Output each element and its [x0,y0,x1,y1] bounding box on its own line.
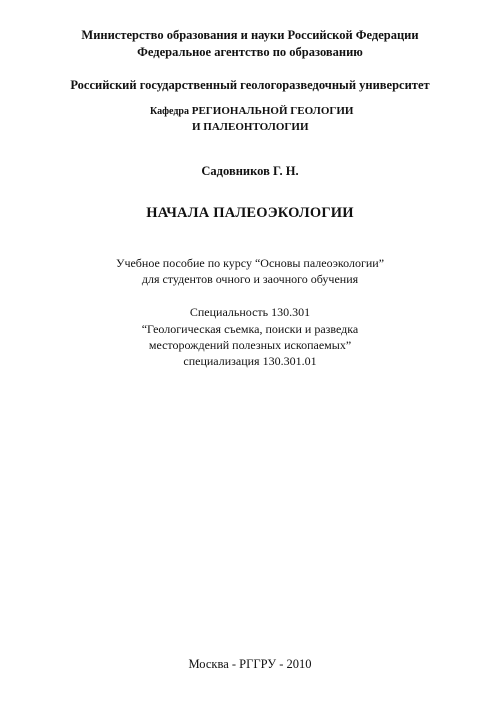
department-name-line2: И ПАЛЕОНТОЛОГИИ [192,121,309,133]
author-name: Садовников Г. Н. [201,164,299,178]
specialty-code: Специальность 130.301 [189,305,311,319]
publication-footer: Москва - РГГРУ - 2010 [188,657,312,671]
specialization-code: специализация 130.301.01 [183,354,317,368]
agency-line: Федеральное агентство по образованию [137,45,363,59]
ministry-line: Министерство образования и науки Российской Федерации [81,28,419,42]
department-prefix: Кафедра [150,106,189,117]
specialty-name-line-2: месторождений полезных ископаемых” [148,338,352,352]
description-line-2: для студентов очного и заочного обучения [141,272,359,286]
specialty-name-line-1: “Геологическая съемка, поиски и разведка [141,322,359,336]
description-line-1: Учебное пособие по курсу “Основы палеоэкологии” [115,256,385,270]
university-line: Российский государственный геологоразведочный университет [70,78,430,92]
document-title: НАЧАЛА ПАЛЕОЭКОЛОГИИ [146,205,354,221]
department-name-line1: РЕГИОНАЛЬНОЙ ГЕОЛОГИИ [191,105,354,117]
department-line-1 [150,105,353,117]
